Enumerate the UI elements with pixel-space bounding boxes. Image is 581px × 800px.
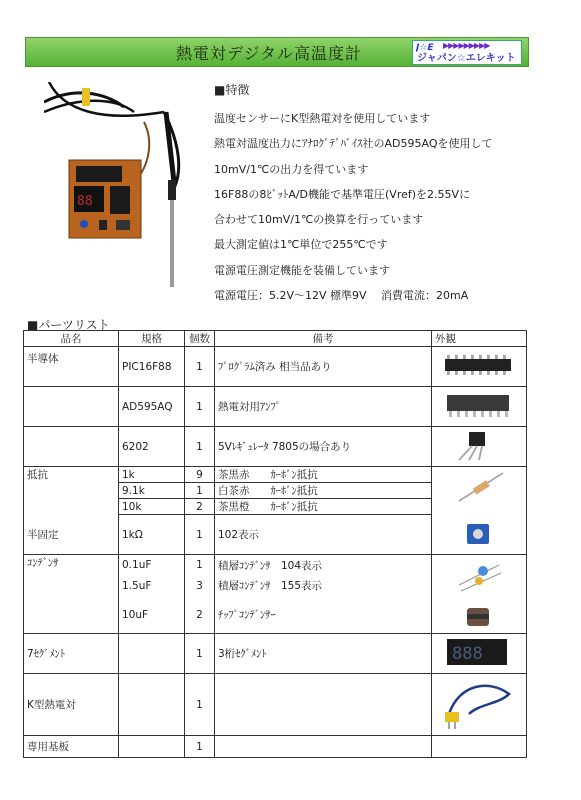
cell-qty: 3 [185, 575, 215, 596]
segment-image [432, 634, 527, 674]
cell-name: 抵抗 [24, 467, 119, 483]
feature-line: 10mV/1℃の出力を得ています [214, 162, 369, 176]
product-photo [44, 82, 196, 296]
cell-note: 茶黒赤 ｶｰﾎﾞﾝ抵抗 [215, 467, 432, 483]
cell-qty: 1 [185, 347, 215, 387]
cell-spec: 0.1uF [119, 555, 185, 576]
cell-name [24, 427, 119, 467]
table-row [24, 387, 527, 427]
table-row [24, 736, 527, 758]
cell-note: 熱電対用ｱﾝﾌﾟ [215, 387, 432, 427]
title-banner [25, 37, 529, 67]
table-row [24, 427, 527, 467]
cell-name [24, 499, 119, 515]
cell-spec [119, 634, 185, 674]
cell-spec: 9.1k [119, 483, 185, 499]
thermocouple-icon [439, 674, 519, 732]
header-note: 備考 [215, 331, 432, 347]
header-qty: 個数 [185, 331, 215, 347]
cell-spec: 1k [119, 467, 185, 483]
feature-line: 最大測定値は1℃単位で255℃です [214, 238, 388, 252]
cell-qty: 1 [185, 634, 215, 674]
header-spec: 規格 [119, 331, 185, 347]
table-row [24, 467, 527, 483]
ic-image [432, 387, 527, 427]
feature-line: 電源電圧測定機能を装備しています [214, 263, 390, 277]
cell-name: ｺﾝﾃﾞﾝｻ [24, 555, 119, 576]
svg-text:888: 888 [452, 644, 483, 664]
header-appearance: 外観 [432, 331, 527, 347]
cell-name: 半導体 [24, 347, 119, 387]
cell-note: 5Vﾚｷﾞｭﾚｰﾀ 7805の場合あり [215, 427, 432, 467]
cell-spec: 6202 [119, 427, 185, 467]
cell-qty: 2 [185, 596, 215, 633]
cell-qty: 9 [185, 467, 215, 483]
ic-image [432, 347, 527, 387]
ceramic-capacitor-icon [439, 555, 519, 601]
resistor-image [432, 467, 527, 555]
cell-spec: 1kΩ [119, 515, 185, 555]
logo-arrows-icon: ▶▶▶▶▶▶▶▶▶ [443, 41, 490, 50]
cell-spec: AD595AQ [119, 387, 185, 427]
header-name: 品名 [24, 331, 119, 347]
cell-spec: 10uF [119, 596, 185, 633]
logo-text: ジャパン☆エレキット [417, 53, 516, 64]
cell-qty: 1 [185, 515, 215, 555]
cell-qty: 1 [185, 555, 215, 576]
table-row [24, 674, 527, 736]
cell-name: 7ｾｸﾞﾒﾝﾄ [24, 634, 119, 674]
parts-table [23, 330, 527, 758]
feature-line: 16F88の8ﾋﾞｯﾄA/D機能で基準電圧(Vref)を2.55Vに [214, 187, 471, 201]
features-section [214, 81, 554, 308]
cell-qty: 1 [185, 427, 215, 467]
chip-capacitor-icon [439, 604, 519, 630]
page-title: 熱電対デジタル高温度計 [176, 44, 363, 63]
pcb-image-cell [432, 736, 527, 758]
cell-spec: PIC16F88 [119, 347, 185, 387]
cell-qty: 1 [185, 483, 215, 499]
cell-note [215, 674, 432, 736]
capacitor-image [432, 555, 527, 634]
cell-spec: 10k [119, 499, 185, 515]
regulator-icon [439, 428, 519, 462]
table-row [24, 634, 527, 674]
cell-spec [119, 674, 185, 736]
cell-name: K型熱電対 [24, 674, 119, 736]
cell-note: 3桁ｾｸﾞﾒﾝﾄ [215, 634, 432, 674]
trimmer-icon [439, 520, 519, 548]
feature-line: 熱電対温度出力にｱﾅﾛｸﾞﾃﾞﾊﾞｲｽ社のAD595AQを使用して [214, 137, 493, 151]
resistor-icon [439, 467, 519, 517]
table-header-row [24, 331, 527, 347]
cell-name: 専用基板 [24, 736, 119, 758]
cell-note: 茶黒橙 ｶｰﾎﾞﾝ抵抗 [215, 499, 432, 515]
cell-note [215, 736, 432, 758]
svg-text:J☆E: J☆E [416, 43, 434, 52]
seven-segment-icon [439, 635, 519, 669]
amp-chip-icon [439, 390, 519, 420]
cell-note: 白茶赤 ｶｰﾎﾞﾝ抵抗 [215, 483, 432, 499]
cell-qty: 2 [185, 499, 215, 515]
feature-line: 温度センサーにK型熱電対を使用しています [214, 112, 431, 125]
feature-line: 電源電圧：5.2V～12V 標準9V 消費電流：20mA [214, 289, 469, 303]
cell-name: 半固定 [24, 515, 119, 555]
cell-name [24, 596, 119, 633]
cell-qty: 1 [185, 736, 215, 758]
cell-note: 積層ｺﾝﾃﾞﾝｻ 155表示 [215, 575, 432, 596]
cell-qty: 1 [185, 387, 215, 427]
cell-note: ﾌﾟﾛｸﾞﾗﾑ済み 相当品あり [215, 347, 432, 387]
parts-heading: ■パーツリスト [27, 318, 110, 332]
cell-note: ﾁｯﾌﾟｺﾝﾃﾞﾝｻｰ [215, 596, 432, 633]
regulator-image [432, 427, 527, 467]
features-heading: ■特徴 [214, 83, 250, 97]
cell-qty: 1 [185, 674, 215, 736]
table-row [24, 555, 527, 576]
thermocouple-image [432, 674, 527, 736]
cell-name [24, 483, 119, 499]
table-row [24, 347, 527, 387]
svg-text:88: 88 [77, 194, 93, 209]
brand-logo [412, 40, 522, 65]
pic-chip-icon [439, 352, 519, 378]
cell-name [24, 575, 119, 596]
cell-name [24, 387, 119, 427]
cell-spec: 1.5uF [119, 575, 185, 596]
feature-line: 合わせて10mV/1℃の換算を行っています [214, 213, 424, 227]
cell-spec [119, 736, 185, 758]
cell-note: 積層ｺﾝﾃﾞﾝｻ 104表示 [215, 555, 432, 576]
cell-note: 102表示 [215, 515, 432, 555]
